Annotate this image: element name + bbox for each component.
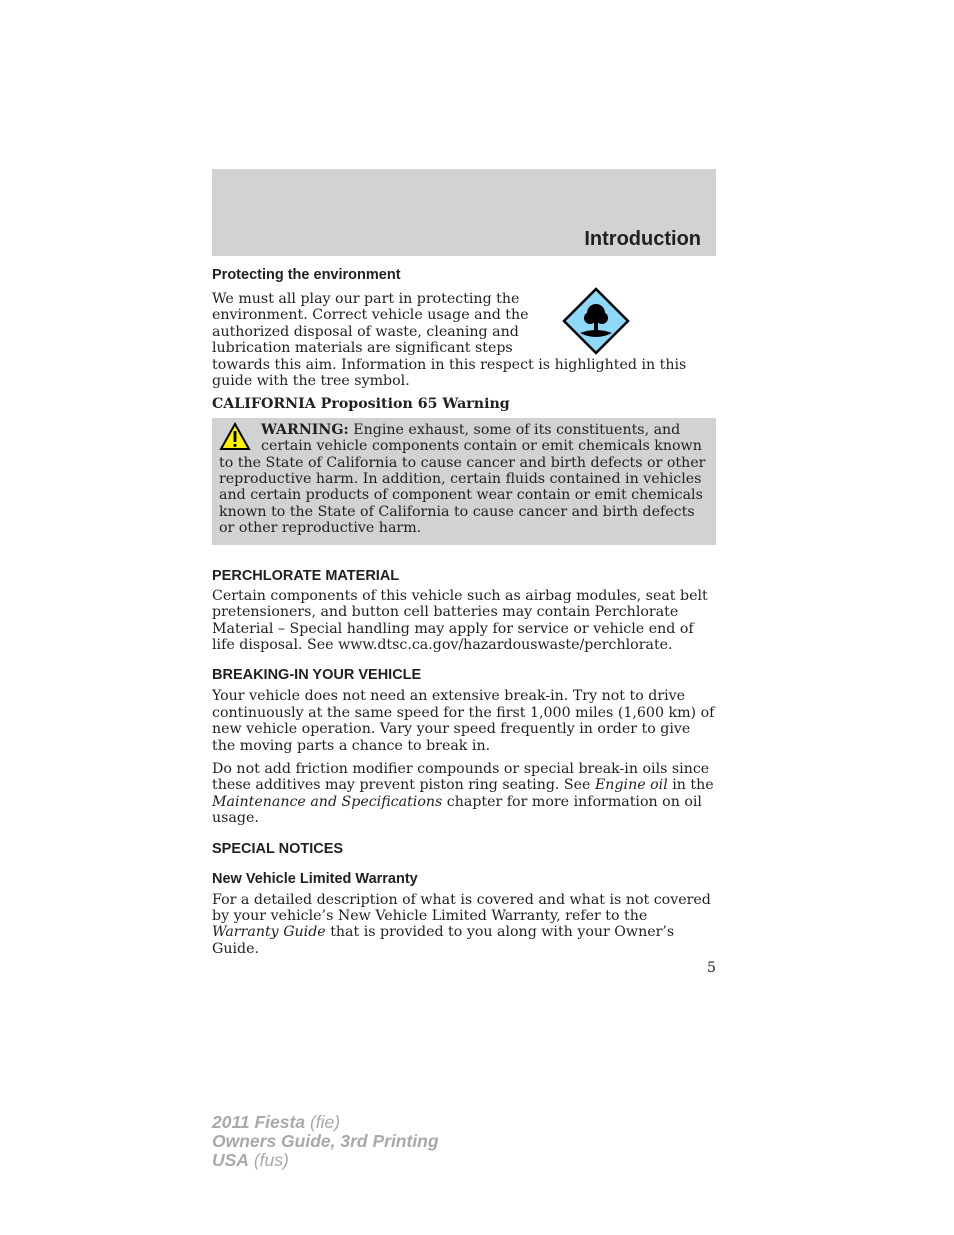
footer-line-1: 2011 Fiesta (fie) xyxy=(212,1112,341,1132)
engine-oil-ref: Engine oil xyxy=(594,777,668,794)
page-number: 5 xyxy=(706,960,716,976)
warning-triangle-icon xyxy=(219,422,251,452)
warning-label: WARNING: xyxy=(261,421,349,438)
section-title: Introduction xyxy=(584,228,701,250)
warranty-guide-ref: Warranty Guide xyxy=(212,924,326,941)
warning-box xyxy=(212,418,716,545)
tree-icon xyxy=(562,287,630,355)
warning-text xyxy=(219,422,708,537)
special-notices-heading: SPECIAL NOTICES xyxy=(212,840,344,857)
perchlorate-heading: PERCHLORATE MATERIAL xyxy=(212,567,400,584)
environment-heading: Protecting the environment xyxy=(212,267,401,283)
footer xyxy=(212,1113,439,1170)
header-band xyxy=(212,169,716,256)
environment-section xyxy=(212,291,716,389)
maintenance-ref: Maintenance and Specifications xyxy=(212,793,443,810)
page-content xyxy=(212,266,716,957)
breaking-in-heading: BREAKING-IN YOUR VEHICLE xyxy=(212,667,422,684)
warning-body: Engine exhaust, some of its constituents, and certain vehicle components contain or emit chemicals known to the State of California to cause cancer and birth defects or other reproductive harm. In addition, certain fluids contained in vehicles and certain products of component wear contain or emit chemicals known to the State of California to cause cancer and birth defects or other reproductive harm. xyxy=(219,421,706,537)
perchlorate-text: Certain components of this vehicle such as airbag modules, seat belt pretensioners, and button cell batteries may contain Perchlorate Material – Special handling may apply for service or vehicle end of life disposal. See www.dtsc.ca.gov/hazardouswaste/perchlorate. xyxy=(212,587,708,653)
warranty-text: For a detailed description of what is covered and what is not covered by your vehicle’s New Vehicle Limited Warranty, refer to the Warranty Guide that is provided to you along with your Owner’s Guide. xyxy=(212,891,711,957)
warranty-subheading: New Vehicle Limited Warranty xyxy=(212,870,418,887)
california-heading: CALIFORNIA Proposition 65 Warning xyxy=(212,396,510,413)
footer-line-2: Owners Guide, 3rd Printing xyxy=(212,1131,439,1151)
footer-line-3: USA (fus) xyxy=(212,1150,289,1170)
environment-text: We must all play our part in protecting the environment. Correct vehicle usage and the authorized disposal of waste, cleaning and lubrication materials are significant steps towards this aim. Information in this respect is highlighted in this guide with the tree symbol. xyxy=(212,291,687,390)
breaking-in-para1: Your vehicle does not need an extensive break-in. Try not to drive continuously at the same speed for the first 1,000 miles (1,600 km) of new vehicle operation. Vary your speed frequently in order to give the moving parts a chance to break in. xyxy=(212,688,715,754)
breaking-in-para2: Do not add friction modifier compounds or special break-in oils since these additives may prevent piston ring seating. See Engine oil in the Maintenance and Specifications chapter for more information on oil usage. xyxy=(212,760,714,827)
